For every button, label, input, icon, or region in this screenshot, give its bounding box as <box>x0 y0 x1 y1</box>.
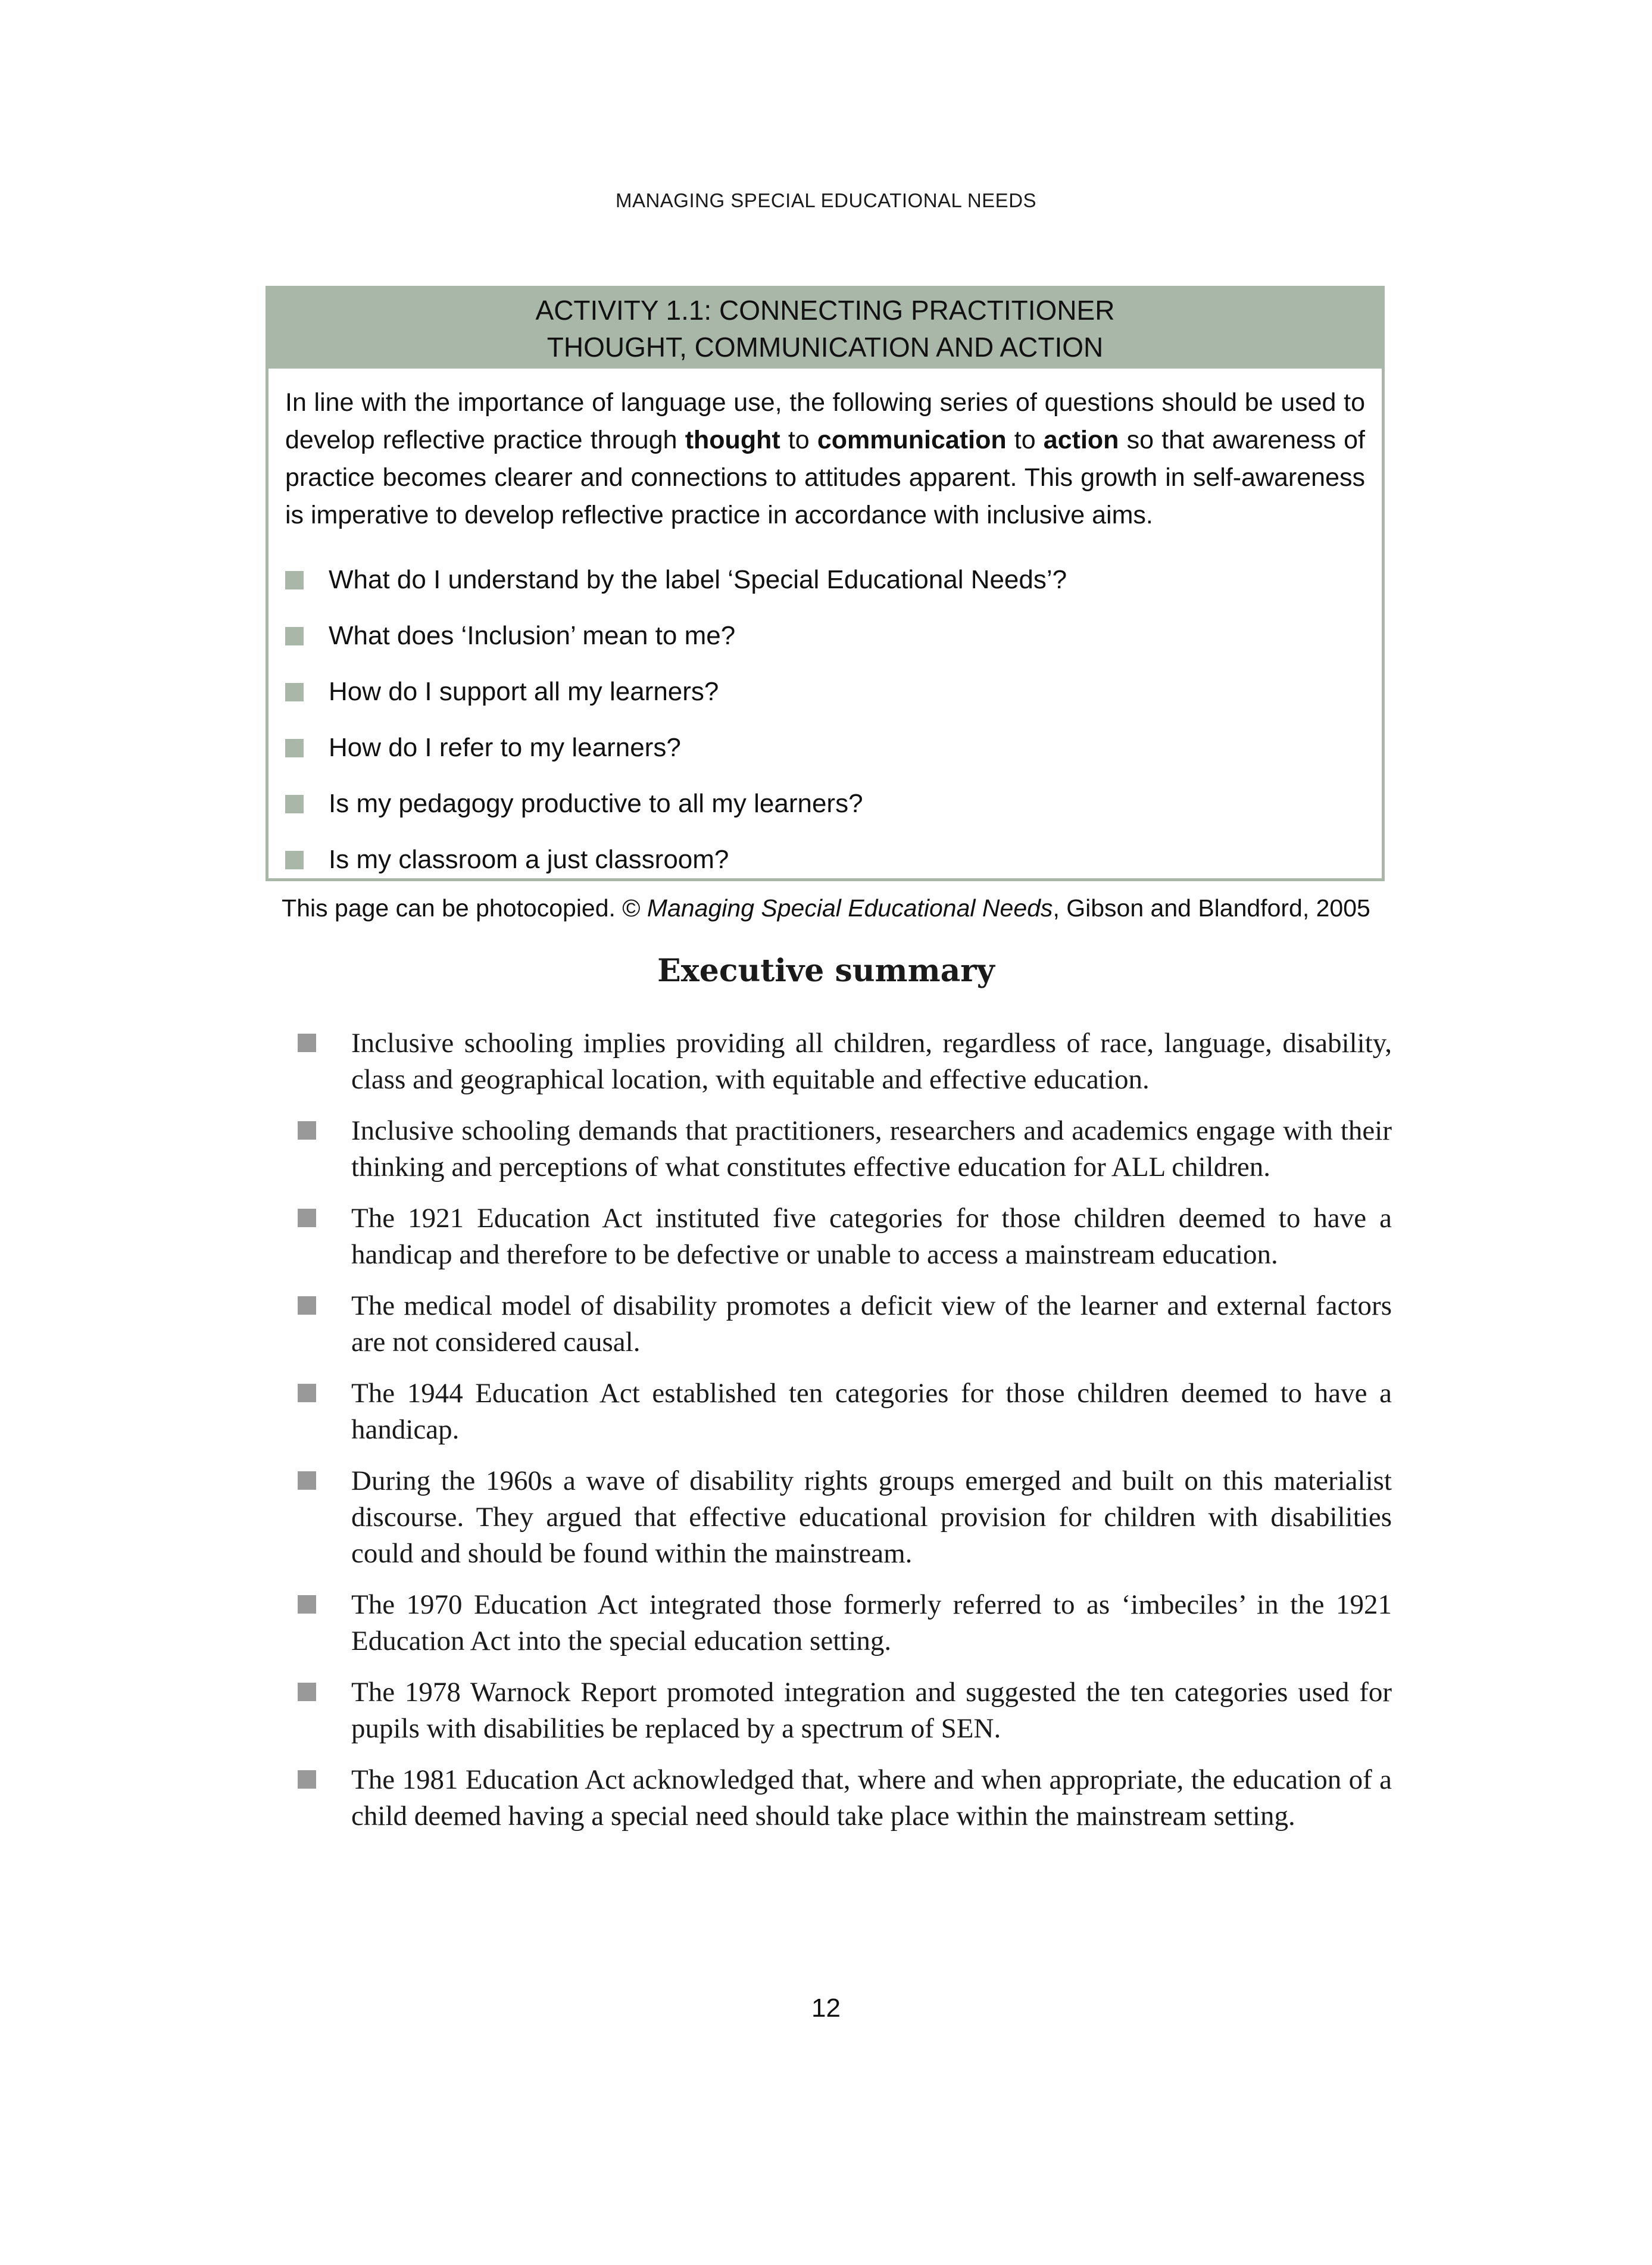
summary-item <box>293 1587 1392 1659</box>
summary-item <box>293 1674 1392 1747</box>
square-bullet-icon <box>285 851 304 869</box>
question-text: Is my pedagogy productive to all my learners? <box>329 789 863 818</box>
activity-intro <box>268 369 1382 534</box>
question-item <box>285 832 1365 888</box>
square-bullet-icon <box>298 1471 316 1490</box>
intro-bold-action: action <box>1043 426 1119 454</box>
question-text: What do I understand by the label ‘Special Educational Needs’? <box>329 565 1067 594</box>
question-text: How do I support all my learners? <box>329 677 719 706</box>
summary-item <box>293 1375 1392 1448</box>
square-bullet-icon <box>298 1296 316 1315</box>
square-bullet-icon <box>285 739 304 757</box>
summary-item <box>293 1113 1392 1185</box>
question-text: How do I refer to my learners? <box>329 733 681 762</box>
intro-text-2: to <box>780 426 817 454</box>
square-bullet-icon <box>285 571 304 589</box>
summary-text: The medical model of disability promotes a deficit view of the learner and external factors are not considered causal. <box>351 1290 1392 1358</box>
intro-bold-thought: thought <box>685 426 780 454</box>
intro-text-4: so that awareness of practice becomes clearer and connections to attitudes apparent. This growth in self-awareness is imperative to develop reflective practice in accordance with inclusive aims. <box>285 426 1365 529</box>
summary-item <box>293 1200 1392 1273</box>
summary-item <box>293 1463 1392 1572</box>
intro-text-3: to <box>1006 426 1044 454</box>
question-item <box>285 720 1365 776</box>
activity-title-line1: ACTIVITY 1.1: CONNECTING PRACTITIONER <box>535 295 1115 326</box>
summary-text: The 1978 Warnock Report promoted integration and suggested the ten categories used for pupils with disabilities be replaced by a spectrum of SEN. <box>351 1677 1392 1744</box>
copyright-book-title: Managing Special Educational Needs <box>647 894 1053 922</box>
copyright-prefix: This page can be photocopied. © <box>282 894 647 922</box>
square-bullet-icon <box>298 1595 316 1614</box>
intro-text-1: In line with the importance of language use, the following series of questions should be used to develop reflective practice through <box>285 388 1365 454</box>
summary-text: Inclusive schooling demands that practitioners, researchers and academics engage with their thinking and perceptions of what constitutes effective education for ALL children. <box>351 1115 1392 1183</box>
section-title: Executive summary <box>657 953 995 989</box>
question-item <box>285 608 1365 664</box>
square-bullet-icon <box>285 627 304 645</box>
square-bullet-icon <box>298 1683 316 1701</box>
copyright-suffix: , Gibson and Blandford, 2005 <box>1053 894 1370 922</box>
question-item <box>285 552 1365 608</box>
running-head: MANAGING SPECIAL EDUCATIONAL NEEDS <box>615 189 1037 211</box>
square-bullet-icon <box>285 683 304 701</box>
summary-text: During the 1960s a wave of disability rights groups emerged and built on this materialist discourse. They argued that effective educational provision for children with disabilities could and should be found within the mainstream. <box>351 1465 1392 1569</box>
summary-text: The 1921 Education Act instituted five categories for those children deemed to have a handicap and therefore to be defective or unable to access a mainstream education. <box>351 1203 1392 1270</box>
question-text: What does ‘Inclusion’ mean to me? <box>329 621 736 650</box>
copyright-note <box>0 894 1652 922</box>
summary-list <box>293 1025 1392 1849</box>
question-item <box>285 776 1365 832</box>
square-bullet-icon <box>285 795 304 813</box>
square-bullet-icon <box>298 1034 316 1052</box>
summary-item <box>293 1288 1392 1361</box>
activity-box <box>266 286 1385 881</box>
square-bullet-icon <box>298 1121 316 1140</box>
summary-text: The 1944 Education Act established ten categories for those children deemed to have a handicap. <box>351 1378 1392 1445</box>
summary-text: The 1970 Education Act integrated those formerly referred to as ‘imbeciles’ in the 1921 Education Act into the special education setting. <box>351 1589 1392 1656</box>
summary-text: The 1981 Education Act acknowledged that, where and when appropriate, the education of a child deemed having a special need should take place within the mainstream setting. <box>351 1764 1392 1832</box>
square-bullet-icon <box>298 1384 316 1402</box>
question-item <box>285 664 1365 720</box>
intro-bold-communication: communication <box>817 426 1007 454</box>
square-bullet-icon <box>298 1209 316 1227</box>
summary-item <box>293 1762 1392 1835</box>
summary-text: Inclusive schooling implies providing all children, regardless of race, language, disability, class and geographical location, with equitable and effective education. <box>351 1028 1392 1095</box>
activity-header <box>268 289 1382 369</box>
summary-item <box>293 1025 1392 1098</box>
question-list <box>268 552 1382 888</box>
question-text: Is my classroom a just classroom? <box>329 845 729 874</box>
page-number: 12 <box>811 1993 841 2023</box>
square-bullet-icon <box>298 1770 316 1789</box>
activity-title-line2: THOUGHT, COMMUNICATION AND ACTION <box>546 332 1104 363</box>
